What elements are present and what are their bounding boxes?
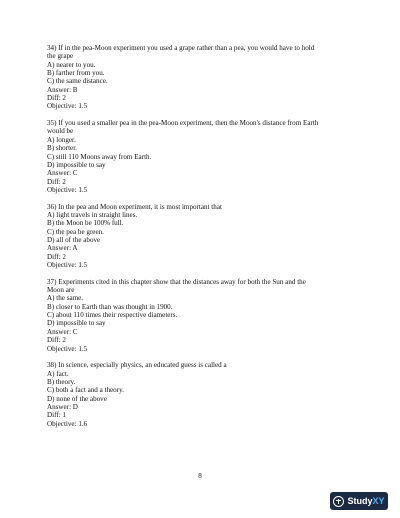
question-36-line-1: 36) In the pea and Moon experiment, it is most important that: [47, 202, 222, 211]
question-34-answer: Answer: B: [47, 85, 78, 94]
question-34-option-c: C) the same distance.: [47, 77, 108, 86]
question-34-option-b: B) farther from you.: [47, 69, 105, 78]
watermark-text-main: Study: [347, 496, 373, 506]
question-35-option-d: D) impossible to say: [47, 160, 106, 169]
question-37-option-a: A) the same.: [47, 294, 84, 303]
question-36-objective: Objective: 1.5: [47, 261, 88, 270]
question-35-answer: Answer: C: [47, 169, 78, 178]
question-34-difficulty: Diff: 2: [47, 94, 66, 103]
question-36: [47, 203, 367, 270]
question-38-difficulty: Diff: 1: [47, 411, 66, 420]
watermark-text-accent: XY: [372, 496, 385, 506]
question-36-difficulty: Diff: 2: [47, 252, 66, 261]
question-37-option-d: D) impossible to say: [47, 319, 106, 328]
watermark-text: [347, 496, 384, 506]
question-36-option-b: B) the Moon be 100% full.: [47, 219, 124, 228]
question-37-option-b: B) closer to Earth than was thought in 1900.: [47, 302, 173, 311]
question-37-answer: Answer: C: [47, 327, 78, 336]
question-34: [47, 44, 367, 111]
question-38-objective: Objective: 1.6: [47, 419, 88, 428]
question-37-difficulty: Diff: 2: [47, 336, 66, 345]
question-36-option-a: A) light travels in straight lines.: [47, 210, 138, 219]
question-35: [47, 119, 367, 194]
question-38: [47, 361, 367, 428]
question-34-line-2: the grape: [47, 52, 74, 61]
question-37-objective: Objective: 1.5: [47, 344, 88, 353]
question-35-option-a: A) longer.: [47, 135, 76, 144]
document-body: [47, 44, 367, 436]
question-34-objective: Objective: 1.5: [47, 102, 88, 111]
page-number: 8: [198, 472, 202, 480]
question-38-option-c: C) both a fact and a theory.: [47, 386, 124, 395]
question-38-option-b: B) theory.: [47, 377, 76, 386]
question-38-option-a: A) fact.: [47, 369, 69, 378]
question-38-option-d: D) none of the above: [47, 394, 107, 403]
plus-circle-icon: [333, 496, 344, 507]
question-34-line-1: 34) If in the pea-Moon experiment you used a grape rather than a pea, you would have to hold: [47, 44, 315, 52]
question-36-option-d: D) all of the above: [47, 236, 101, 244]
question-38-answer: Answer: D: [47, 402, 78, 411]
question-34-option-a: A) nearer to you.: [47, 60, 96, 69]
question-35-option-c: C) still 110 Moons away from Earth.: [47, 152, 152, 161]
question-35-objective: Objective: 1.5: [47, 185, 88, 194]
question-35-difficulty: Diff: 2: [47, 177, 66, 186]
question-36-answer: Answer: A: [47, 244, 78, 253]
question-37-line-1: 37) Experiments cited in this chapter show that the distances away for both the Sun and the: [47, 277, 306, 286]
studyxy-watermark: [330, 492, 388, 510]
question-35-line-2: would be: [47, 127, 74, 136]
question-36-option-c: C) the pea be green.: [47, 227, 104, 236]
question-35-option-b: B) shorter.: [47, 144, 77, 153]
question-35-line-1: 35) If you used a smaller pea in the pea-Moon experiment, then the Moon's distance from Earth: [47, 119, 319, 128]
question-38-line-1: 38) In science, especially physics, an educated guess is called a: [47, 361, 227, 370]
question-37: [47, 278, 367, 353]
question-37-line-2: Moon are: [47, 286, 75, 295]
question-37-option-c: C) about 110 times their respective diameters.: [47, 311, 178, 320]
